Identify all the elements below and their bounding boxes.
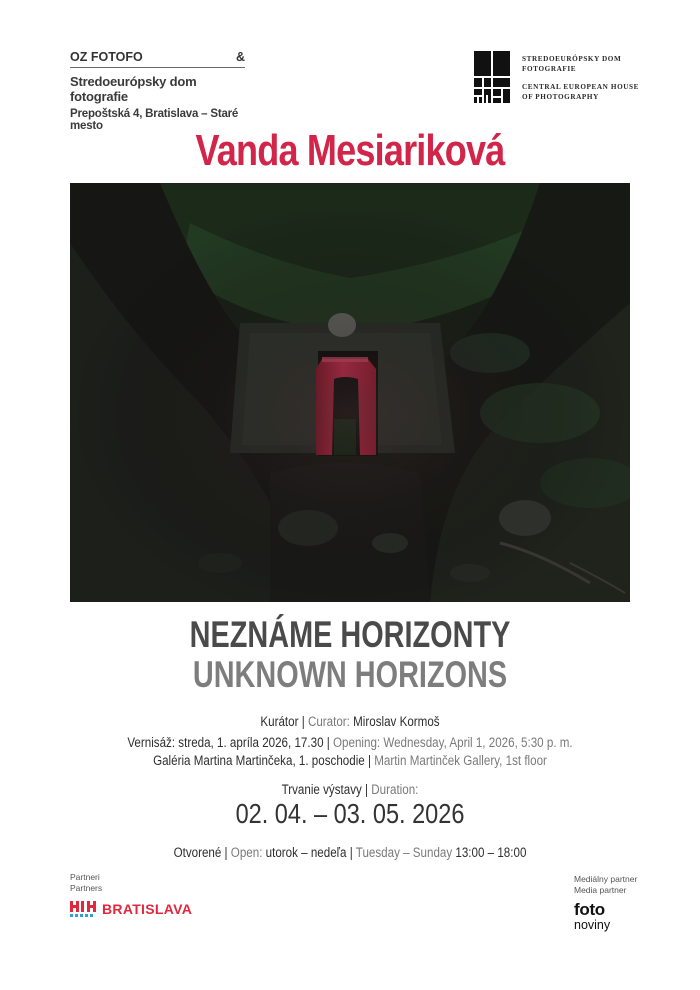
cehp-logo-mark-icon: [474, 51, 510, 103]
artist-name: Vanda Mesiariková: [195, 126, 505, 175]
media-label-sk: Mediálny partner: [574, 874, 638, 884]
fotonoviny-foto: foto: [574, 900, 605, 919]
curator-label-sk: Kurátor: [260, 714, 299, 729]
curator-name: Miroslav Kormoš: [349, 714, 440, 729]
exhibition-photo: [70, 183, 630, 602]
organizer-name: Stredoeurópsky dom fotografie: [70, 74, 197, 104]
logo-line-2: FOTOGRAFIE: [522, 65, 577, 73]
opening-hours-line: [49, 845, 651, 860]
opening-line: [49, 735, 651, 750]
open-label-en: Open:: [230, 845, 263, 860]
open-time: 13:00 – 18:00: [452, 845, 527, 860]
media-label-en: Media partner: [574, 885, 627, 895]
bratislava-logo: [70, 901, 192, 917]
separator: |: [298, 714, 308, 729]
cehp-logo-text: [522, 54, 672, 102]
duration-label-line: [49, 782, 651, 797]
partners-label-en: Partners: [70, 883, 103, 893]
gallery-en: Martin Martinček Gallery, 1st floor: [374, 753, 547, 768]
exhibition-title-sk: NEZNÁME HORIZONTY: [189, 614, 511, 655]
duration-label-sk: Trvanie výstavy: [281, 782, 362, 797]
partners-label: [70, 872, 102, 894]
open-days-en: Tuesday – Sunday: [355, 845, 453, 860]
fotonoviny-noviny: noviny: [574, 918, 611, 932]
organizer-short: OZ FOTOFO: [70, 50, 143, 64]
ampersand: &: [235, 50, 245, 64]
organizer-address: Prepoštská 4, Bratislava – Staré mesto: [70, 108, 239, 132]
bratislava-wordmark: BRATISLAVA: [102, 901, 193, 917]
ravine-photo-image: [70, 183, 630, 602]
gallery-line: [49, 753, 651, 768]
partners-label-sk: Partneri: [70, 872, 100, 882]
fotonoviny-logo: [574, 901, 610, 933]
cehp-logo: [474, 51, 664, 103]
logo-line-1: STREDOEURÓPSKY DOM: [522, 55, 622, 63]
exhibition-dates: 02. 04. – 03. 05. 2026: [235, 798, 465, 829]
separator: |: [323, 735, 334, 750]
header-divider: [70, 67, 245, 68]
duration-label-en: Duration:: [371, 782, 419, 797]
curator-label-en: Curator:: [307, 714, 350, 729]
curator-line: [49, 714, 651, 729]
open-days-sk: utorok – nedeľa: [262, 845, 347, 860]
separator: |: [221, 845, 231, 860]
opening-sk: Vernisáž: streda, 1. apríla 2026, 17.30: [127, 735, 324, 750]
exhibition-title-en: UNKNOWN HORIZONS: [192, 654, 508, 695]
logo-line-3: CENTRAL EUROPEAN HOUSE: [522, 83, 640, 91]
bratislava-emblem-icon: [70, 901, 96, 917]
separator: |: [346, 845, 356, 860]
organizer-line: [70, 50, 245, 64]
organizer-block: [70, 50, 245, 132]
opening-en: Opening: Wednesday, April 1, 2026, 5:30 p. m.: [333, 735, 573, 750]
gallery-sk: Galéria Martina Martinčeka, 1. poschodie: [153, 753, 365, 768]
logo-line-4: OF PHOTOGRAPHY: [522, 93, 599, 101]
separator: |: [361, 782, 372, 797]
open-label-sk: Otvorené: [173, 845, 222, 860]
separator: |: [364, 753, 375, 768]
media-partner-label: [574, 874, 637, 896]
